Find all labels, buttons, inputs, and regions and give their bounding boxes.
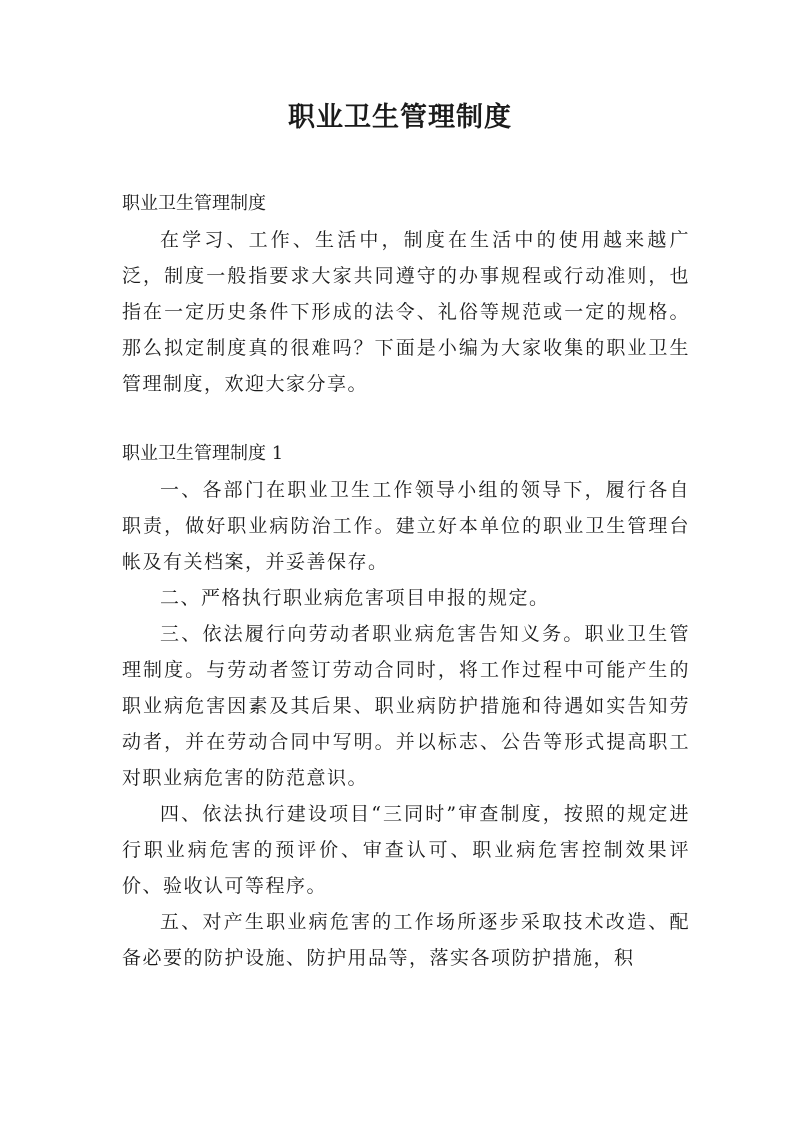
section-1-paragraph-1: 一、各部门在职业卫生工作领导小组的领导下，履行各自职责，做好职业病防治工作。建立好本单位的职业卫生管理台帐及有关档案，并妥善保存。 bbox=[122, 479, 690, 573]
document-body bbox=[122, 186, 690, 976]
section-1-paragraph-4: 四、依法执行建设项目“三同时”审查制度，按照的规定进行职业病危害的预评价、审查认可、职业病危害控制效果评价、验收认可等程序。 bbox=[122, 803, 690, 897]
section-1-paragraph-5: 五、对产生职业病危害的工作场所逐步采取技术改造、配备必要的防护设施、防护用品等，落实各项防护措施，积 bbox=[122, 911, 690, 969]
section-1-heading: 职业卫生管理制度 1 bbox=[122, 443, 284, 464]
intro-paragraph: 在学习、工作、生活中，制度在生活中的使用越来越广泛，制度一般指要求大家共同遵守的办事规程或行动准则，也指在一定历史条件下形成的法令、礼俗等规范或一定的规格。那么拟定制度真的很难吗？下面是小编为大家收集的职业卫生管理制度，欢迎大家分享。 bbox=[122, 229, 690, 395]
intro-heading: 职业卫生管理制度 bbox=[122, 193, 266, 214]
document-title: 职业卫生管理制度 bbox=[288, 102, 512, 133]
section-1-paragraph-2: 二、严格执行职业病危害项目申报的规定。 bbox=[160, 587, 550, 609]
section-1-paragraph-3: 三、依法履行向劳动者职业病危害告知义务。职业卫生管理制度。与劳动者签订劳动合同时，将工作过程中可能产生的职业病危害因素及其后果、职业病防护措施和待遇如实告知劳动者，并在劳动合同中写明。并以标志、公告等形式提高职工对职业病危害的防范意识。 bbox=[122, 623, 690, 789]
section-spacer bbox=[122, 402, 690, 436]
